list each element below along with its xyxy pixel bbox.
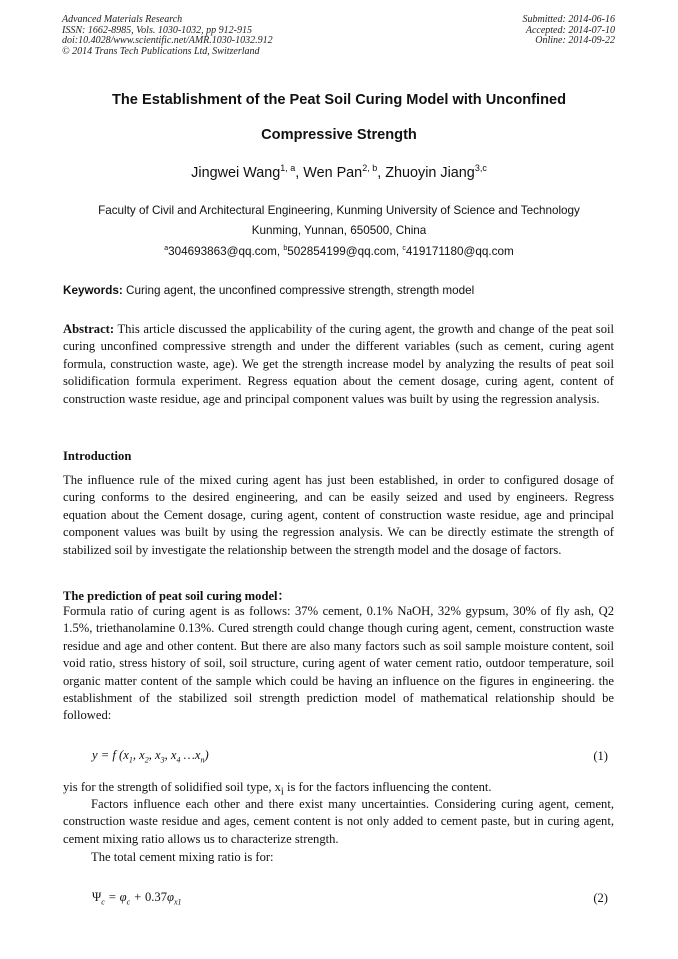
author-affiliation-mark: 1, a xyxy=(280,163,296,173)
keywords-label: Keywords: xyxy=(63,284,123,297)
journal-info xyxy=(62,15,273,57)
copyright-line: © 2014 Trans Tech Publications Ltd, Switzerland xyxy=(62,45,260,57)
accepted-date: Accepted: 2014-07-10 xyxy=(525,24,615,36)
total-ratio-sentence: The total cement mixing ratio is for: xyxy=(91,850,274,864)
online-date: Online: 2014-09-22 xyxy=(535,35,615,47)
variable-definition-end: is for the factors influencing the content. xyxy=(283,780,492,794)
email-mark: a xyxy=(164,245,169,252)
affiliation-line-1: Faculty of Civil and Architectural Engineering, Kunming University of Science and Technology xyxy=(98,204,580,217)
author-name: Wen Pan xyxy=(303,165,363,181)
author-name: Zhuoyin Jiang xyxy=(385,165,475,181)
email-mark: c xyxy=(402,245,406,252)
factors-paragraph: Factors influence each other and there exist many uncertainties. Considering curing agent, cement, construction waste residue and ages, cement content is not only added to cement paste, but in curing agent, cement mixing ratio allows us to characterize strength. xyxy=(63,797,614,846)
variable-definition-start: yis for the strength of solidified soil type, x xyxy=(63,780,281,794)
email-mark: b xyxy=(283,245,288,252)
keywords-text: Curing agent, the unconfined compressive strength, strength model xyxy=(122,284,475,297)
submitted-date: Submitted: 2014-06-16 xyxy=(522,14,615,25)
equation-1: y = f ($x_1$, $x_2$, $x_3$, $x_4$ $\dots x_n$) xyxy=(92,748,209,765)
keywords xyxy=(63,284,474,297)
submission-dates xyxy=(523,15,616,47)
author-separator: , xyxy=(377,165,386,181)
email-address: 304693863@qq.com, xyxy=(168,245,284,258)
introduction-heading: Introduction xyxy=(63,449,132,463)
affiliation-line-2: Kunming, Yunnan, 650500, China xyxy=(251,224,427,237)
doi-line: doi:10.4028/www.scientific.net/AMR.1030-1032.912 xyxy=(62,35,273,47)
author-separator: , xyxy=(295,165,304,181)
abstract-label: Abstract: xyxy=(63,322,115,336)
equation-2: $\Psi_c = \varphi_c + 0.37\varphi_{x1}$ xyxy=(92,890,182,907)
email-address: 502854199@qq.com, xyxy=(287,245,403,258)
author-affiliation-mark: 2, b xyxy=(362,163,378,173)
journal-name: Advanced Materials Research xyxy=(62,14,183,25)
abstract xyxy=(63,321,614,408)
prediction-heading: The prediction of peat soil curing model： xyxy=(63,589,291,603)
prediction-paragraph: Formula ratio of curing agent is as follows: 37% cement, 0.1% NaOH, 32% gypsum, 30% of fly ash, Q2 1.5%, triethanolamine 0.13%. Cured strength could change though curing agent, cement, construction waste residue and age and other content. But there are also many factors such as soil sample moisture content, soil void ratio, stress history of soil, soil structure, curing agent of water cement ratio, outdoor temperature, soil organic matter content of the sample which could be having an influence on the figures in engineering. the establishment of the stabilized soil strength prediction model of mathematical relationship should be followed: xyxy=(63,604,614,723)
issn-line: ISSN: 1662-8985, Vols. 1030-1032, pp 912-915 xyxy=(62,24,252,36)
author-affiliation-mark: 3,c xyxy=(474,163,487,173)
equation-2-number: (2) xyxy=(593,891,608,905)
abstract-text: This article discussed the applicability of the curing agent, the growth and change of the peat soil curing unconfined compressive strength and under the different variables (such as cement, curing agent formula, construction waste, age). We get the strength increase model by analyzing the results of peat soil solidification formula experiment. Regress equation about the cement dosage, curing agent, content of construction waste residue, age and principal component values was built by using the regression analysis. xyxy=(63,322,614,406)
paper-title-line-1: The Establishment of the Peat Soil Curing Model with Unconfined xyxy=(111,92,567,108)
author-list xyxy=(40,165,638,181)
author-emails xyxy=(40,245,638,258)
introduction-paragraph: The influence rule of the mixed curing agent has just been established, in order to configured dosage of curing conforms to the desired engineering, and can be easily seized and used by engineers. Regress equation about the Cement dosage, curing agent, content of construction waste residue, age and principal component values was built by using the regression analysis. We can be directly estimate the strength of stabilized soil by investigate the relationship between the strength model and the dosage of factors. xyxy=(63,473,614,557)
author-name: Jingwei Wang xyxy=(191,165,281,181)
variable-subscript: i xyxy=(280,786,284,798)
paper-title-line-2: Compressive Strength xyxy=(261,127,417,143)
email-address: 419171180@qq.com xyxy=(405,245,514,258)
equation-1-number: (1) xyxy=(593,749,608,763)
